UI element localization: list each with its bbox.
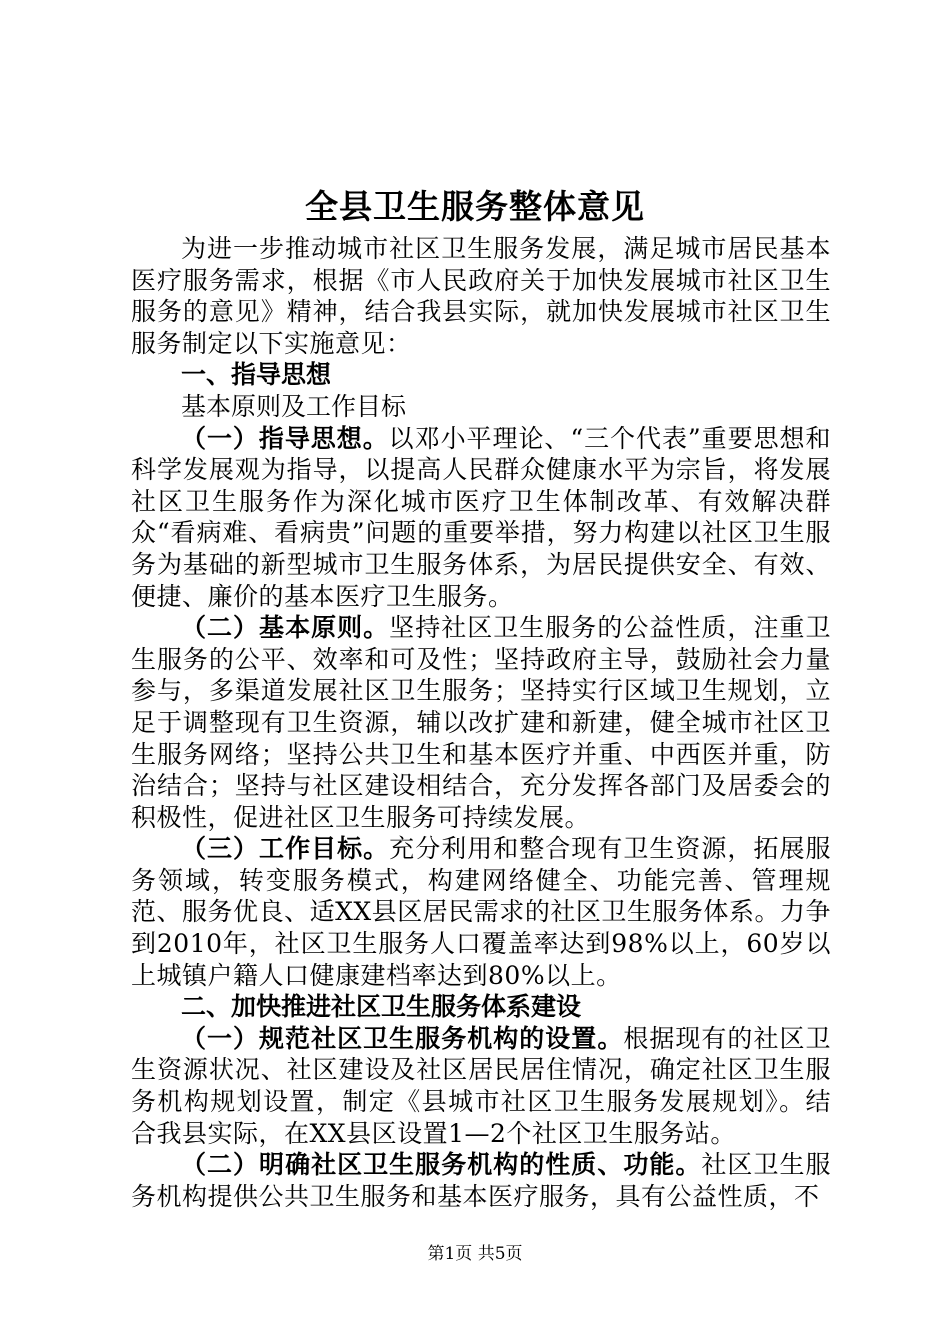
paragraph-institution-setup — [131, 1023, 831, 1149]
section-2-heading: 二、加快推进社区卫生服务体系建设 — [181, 992, 582, 1022]
paragraph-lead: （一）规范社区卫生服务机构的设置。 — [181, 1023, 624, 1053]
paragraph-lead: （二）明确社区卫生服务机构的性质、功能。 — [181, 1150, 702, 1180]
paragraph-text: 社区卫生服务机构提供公共卫生服务和基本医疗服务，具有公益性质，不 — [131, 1150, 831, 1211]
page-footer: 第1页 共5页 — [427, 1244, 523, 1264]
paragraph-text: 以邓小平理论、“三个代表”重要思想和科学发展观为指导，以提高人民群众健康水平为宗旨，将发展社区卫生服务作为深化城市医疗卫生体制改革、有效解决群众“看病难、看病贵”问题的重要举措，努力构建以社区卫生服务为基础的新型城市卫生服务体系，为居民提供安全、有效、便捷、廉价的基本医疗卫生服务。 — [131, 423, 831, 611]
paragraph-text: 充分利用和整合现有卫生资源，拓展服务领域，转变服务模式，构建网络健全、功能完善、管理规范、服务优良、适XX县区居民需求的社区卫生服务体系。力争到2010年，社区卫生服务人口覆盖率达到98%以上，60岁以上城镇户籍人口健康建档率达到80%以上。 — [131, 834, 831, 990]
paragraph-text: 根据现有的社区卫生资源状况、社区建设及社区居民居住情况，确定社区卫生服务机构规划设置，制定《县城市社区卫生服务发展规划》。结合我县实际，在XX县区设置1—2个社区卫生服务站。 — [131, 1023, 831, 1148]
paragraph-guiding-ideology — [131, 423, 831, 613]
document-title: 全县卫生服务整体意见 — [305, 187, 645, 226]
paragraph-lead: （三）工作目标。 — [181, 834, 390, 864]
paragraph-lead: （一）指导思想。 — [181, 423, 389, 453]
section-1-heading: 一、指导思想 — [181, 360, 332, 390]
paragraph-work-goals — [131, 833, 831, 991]
paragraph-basic-principles — [131, 612, 831, 833]
intro-paragraph: 为进一步推动城市社区卫生服务发展，满足城市居民基本医疗服务需求，根据《市人民政府关于加快发展城市社区卫生服务的意见》精神，结合我县实际，就加快发展城市社区卫生服务制定以下实施意见： — [131, 234, 831, 358]
section-1-subheading: 基本原则及工作目标 — [181, 391, 407, 421]
document-body — [131, 233, 831, 1212]
paragraph-text: 坚持社区卫生服务的公益性质，注重卫生服务的公平、效率和可及性；坚持政府主导，鼓励社会力量参与，多渠道发展社区卫生服务；坚持实行区域卫生规划，立足于调整现有卫生资源，辅以改扩建和新建，健全城市社区卫生服务网络；坚持公共卫生和基本医疗并重、中西医并重，防治结合；坚持与社区建设相结合，充分发挥各部门及居委会的积极性，促进社区卫生服务可持续发展。 — [131, 613, 831, 832]
paragraph-lead: （二）基本原则。 — [181, 613, 390, 643]
paragraph-institution-nature — [131, 1149, 831, 1212]
